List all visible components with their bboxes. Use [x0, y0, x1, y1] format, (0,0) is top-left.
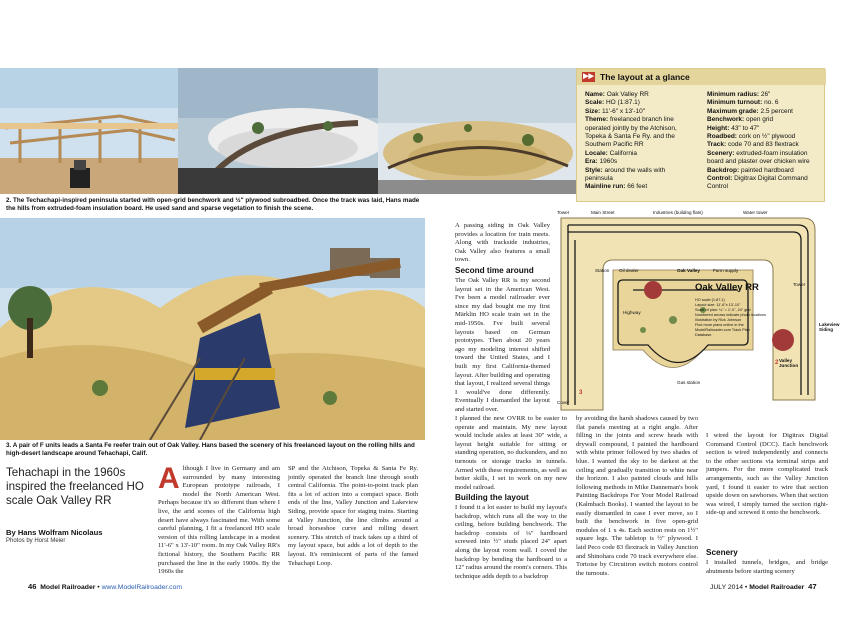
- glance-spec-row: [585, 141, 703, 149]
- glance-header: [577, 69, 826, 85]
- plan-info: [695, 298, 767, 338]
- track-plan: [553, 210, 838, 425]
- glance-spec-row: [585, 158, 703, 166]
- glance-spec-value: Topeka & Santa Fe Ry. and the: [585, 133, 675, 141]
- glance-spec-value: Control: [707, 183, 728, 191]
- col1-text: lthough I live in Germany and am surrounded by many interesting European prototype railroads, I model the North American West. Perhaps because it's so different than where I live, the arid scenes of the California high desert have always fascinated me. With some careful planning, I fit a freelanced HO scale version of this rolling landscape in a modest 11'-6" x 13'-10" room. In my Oak Valley RR's fictional history, the Southern Pacific RR purchased the line in the early 1900s. By the 1960s the: [158, 465, 280, 576]
- drop-cap: A: [158, 462, 180, 495]
- footer-right-separator: •: [744, 584, 748, 591]
- glance-spec-key: Mainline run:: [585, 183, 626, 191]
- glance-spec-value: 1960s: [599, 158, 618, 166]
- glance-spec-row: [585, 99, 703, 107]
- glance-spec-row: [585, 91, 703, 99]
- glance-spec-key: Style:: [585, 166, 603, 174]
- glance-spec-row: [585, 183, 703, 191]
- plan-info-line: ModelRailroader.com Track Plan Database.: [695, 328, 750, 337]
- footer-right-magazine: Model Railroader: [749, 584, 805, 591]
- plan-info-line: HO scale (1:87.1): [695, 298, 725, 302]
- body-column-2: SP and the Atchison, Topeka & Santa Fe Ry. jointly operated the branch line through south central California. The point-to-point track plan fits a lot of action into a compact space. Both ends of the line, Valley Junction and Lakeview Siding, provide space for staging trains. Starting at Valley Junction, the line climbs around a broad horseshoe curve and rolling desert scenery. This stretch of track takes up a third of my layout space, but adds a lot of depth to the layout. It's reminiscent of parts of the famed Tehachapi Loop.: [288, 465, 418, 567]
- glance-spec-row: [707, 167, 825, 175]
- glance-spec-key: Control:: [707, 175, 733, 183]
- label-station: Station: [595, 268, 610, 273]
- glance-spec-row: [707, 91, 825, 99]
- footer-left-magazine: Model Railroader: [40, 584, 96, 591]
- glance-spec-row: [707, 99, 825, 107]
- glance-spec-value: board and plaster over chicken wire: [707, 158, 810, 166]
- glance-spec-key: Minimum radius:: [707, 91, 760, 98]
- label-oil-dealer: Oil dealer: [619, 268, 639, 273]
- footer-right: [710, 582, 817, 591]
- glance-spec-value: around the walls with: [604, 166, 666, 174]
- label-farm-supply: Farm supply: [713, 268, 739, 273]
- glance-spec-key: Track:: [707, 141, 727, 149]
- glance-spec-key: Theme:: [585, 116, 609, 124]
- body-column-4-building: I found it a lot easier to build my layout's backdrop, which runs all the way to the ceiling, before building benchwork. The backdrop consists of ¼" hardboard screwed into ½" studs placed 24" apart along the layout room wall. I coved the backdrop by bending the hardboard to a 12" radius around the room's corners. This technique adds depth to a backdrop: [455, 504, 567, 580]
- glance-spec-key: Backdrop:: [707, 166, 740, 174]
- glance-spec-key: Era:: [585, 158, 598, 166]
- glance-specs-right: [707, 91, 825, 192]
- glance-spec-key: Maximum grade:: [707, 107, 759, 115]
- photo-marker-3: 3: [579, 390, 583, 396]
- caption-fig3: 3. A pair of F units leads a Santa Fe reefer train out of Oak Valley. Hans based the scenery of his freelanced layout on the rolling hills and high-desert landscape around Tehachapi, Calif.: [6, 442, 415, 457]
- glance-spec-key: Benchwork:: [707, 116, 745, 124]
- heading-second-time-around: Second time around: [455, 266, 534, 275]
- body-column-6: I wired the layout for Digitrax Digital Command Control (DCC). Each benchwork section is wired independently and connects to the other sections via terminal strips and jumpers. For the more complicated track arrangements, such as the Valley Junction yard, I found it easier to wire that section upside down on sawhorses. When that section was wired, I simply turned the section right-side-up and screwed it onto the benchwork.: [706, 432, 828, 517]
- body-column-5: by avoiding the harsh shadows caused by two flat panels meeting at a right angle. After filling in the joints and screw heads with drywall compound, I painted the hardboard with white primer followed by two shades of blue. I wanted the sky to be darkest at the ceiling and gradually transition to white near the horizon. I also painted clouds and hills following methods in Mike Danneman's book Painting Backdrops For Your Model Railroad (Kalmbach Books). I wanted the layout to be easily dismantled in case I ever move, so I built the benchwork in five open-grid modules of 1 x 4s. Each section rests on 1½" square legs. The tabletop is ½" plywood. I laid Peco code 83 flextrack in Valley Junction and Shinohara code 70 track everywhere else. Tortoise by Circuitron switch motors control the turnouts.: [576, 415, 698, 577]
- glance-spec-key: Size:: [585, 107, 601, 115]
- glance-spec-value: California: [609, 149, 638, 157]
- plan-info-line: Illustration by Rick Johnson: [695, 318, 742, 322]
- glance-spec-row: [707, 108, 825, 116]
- glance-spec-row: [707, 133, 825, 141]
- glance-spec-row: [585, 167, 703, 175]
- glance-spec-value: Digitrax Digital Command: [734, 175, 808, 183]
- glance-spec-value: HO (1:87.1): [605, 99, 640, 107]
- glance-spec-key: Roadbed:: [707, 133, 737, 141]
- glance-spec-key: Minimum turnout:: [707, 99, 763, 107]
- photo-peninsula-foam: [178, 68, 378, 194]
- photo-benchwork: [0, 68, 178, 194]
- caption-fig2: 2. The Techachapi-inspired peninsula started with open-grid benchwork and ½" plywood subroadbed. Once the track was laid, Hans made the hills from extruded-foam insulation board. He used sand and sparse vegetation to finish the scene.: [6, 197, 420, 212]
- glance-spec-row: [707, 158, 825, 166]
- glance-spec-key: Scale:: [585, 99, 605, 107]
- glance-spec-value: operated jointly by the Atchison,: [585, 124, 677, 132]
- glance-spec-key: Scenery:: [707, 149, 735, 157]
- layout-at-a-glance-box: [576, 68, 825, 202]
- plan-info-line: Find more plans online in the: [695, 323, 744, 327]
- page-number-right: 47: [808, 582, 817, 591]
- photo-loop-scene: [378, 68, 576, 194]
- plan-info-line: Scale of plan: ¼" = 1'-0", 24" grid: [695, 308, 751, 312]
- glance-spec-row: [585, 133, 703, 141]
- glance-spec-value: 66 feet: [627, 183, 648, 191]
- glance-spec-value: no. 6: [764, 99, 779, 107]
- byline: By Hans Wolfram Nicolaus: [6, 528, 103, 537]
- glance-spec-value: freelanced branch line: [609, 116, 674, 124]
- glance-spec-value: open grid: [746, 116, 774, 124]
- glance-spec-value: extruded-foam insulation: [736, 149, 808, 157]
- glance-spec-key: Locale:: [585, 149, 608, 157]
- glance-spec-value: 11'-6" x 13'-10": [601, 107, 646, 115]
- body-column-4-top: I planned the new OVRR to be easier to operate and maintain. My new layout would include aisles at least 30" wide, a layout height suitable for sitting or standing operation, no duckunders, and no turnouts or storage tracks in tunnels. Armed with these requirements, as well as better skills, I set to work on my new model railroad.: [455, 415, 567, 491]
- label-oak-valley: Oak Valley: [677, 268, 700, 273]
- heading-building-the-layout: Building the layout: [455, 493, 529, 502]
- body-column-6-scenery: I installed tunnels, bridges, and bridge abutments before starting scenery: [706, 559, 828, 575]
- glance-spec-row: [707, 150, 825, 158]
- page-number-left: 46: [28, 582, 37, 591]
- glance-spec-row: [707, 175, 825, 183]
- glance-spec-value: peninsula: [585, 175, 613, 183]
- label-valley-junction: Valley Junction: [779, 358, 799, 368]
- glance-spec-row: [585, 150, 703, 158]
- fast-forward-icon: ▶▶: [583, 73, 594, 80]
- glance-spec-row: [585, 108, 703, 116]
- label-lakeview-siding: Lakeview Siding: [819, 322, 840, 332]
- body-column-3-intro: A passing siding in Oak Valley provides a location for train meets. Along with trackside industries, Oak Valley also features a small town.: [455, 222, 550, 264]
- label-gas-station: Gas station: [677, 380, 701, 385]
- footer-website-link[interactable]: www.ModelRailroader.com: [101, 584, 183, 591]
- glance-spec-key: Height:: [707, 124, 730, 132]
- glance-spec-row: [707, 141, 825, 149]
- label-tower-2: Tower: [793, 282, 806, 287]
- glance-spec-value: Oak Valley RR: [606, 91, 649, 98]
- glance-spec-value: cork on ½" plywood: [738, 133, 796, 141]
- label-highway: Highway: [623, 310, 641, 315]
- glance-spec-row: [707, 183, 825, 191]
- glance-specs-left: [585, 91, 703, 192]
- footer-issue-date: JULY 2014: [710, 584, 744, 591]
- glance-spec-row: [585, 175, 703, 183]
- label-cover: Cover: [557, 400, 570, 405]
- heading-scenery: Scenery: [706, 548, 738, 557]
- plan-info-line: Numbered arrows indicate photo locations: [695, 313, 766, 317]
- label-tower: Tower: [557, 210, 570, 215]
- label-water-tower: Water tower: [743, 210, 768, 215]
- glance-spec-row: [585, 116, 703, 124]
- label-main-street: Main Street: [591, 210, 615, 215]
- glance-title: The layout at a glance: [600, 72, 690, 82]
- glance-spec-row: [585, 125, 703, 133]
- photo-marker-2: 2: [775, 360, 779, 366]
- body-column-3-second: The Oak Valley RR is my second layout set in the American West. I've been a model railroader ever since my dad bought me my first Märklin HO scale train set in the mid-1950s. I've built several layouts based on German prototypes. Then about 20 years ago my modeling interest shifted toward the United States, and I built my first California-themed layout. After building and operating that layout, I realized several things I would've done differently. Eventually I dismantled the layout and started over.: [455, 277, 550, 413]
- glance-spec-row: [707, 125, 825, 133]
- footer-left: [28, 582, 182, 591]
- footer-left-separator: •: [97, 584, 100, 591]
- glance-spec-value: 2.5 percent: [760, 107, 793, 115]
- label-industries: Industries (building flats): [653, 210, 703, 215]
- glance-spec-value: painted hardboard: [740, 166, 794, 174]
- glance-spec-key: Name:: [585, 91, 605, 98]
- glance-spec-value: code 70 and 83 flextrack: [727, 141, 799, 149]
- plan-info-line: Layout size: 11'-6"x 13'-10": [695, 303, 741, 307]
- body-column-1: [158, 462, 280, 577]
- article-deck: Tehachapi in the 1960s inspired the freelanced HO scale Oak Valley RR: [6, 466, 144, 507]
- plan-title: Oak Valley RR: [695, 282, 759, 293]
- photo-santa-fe-train: [0, 218, 425, 440]
- glance-spec-value: 43" to 47": [731, 124, 760, 132]
- glance-spec-value: 26": [760, 91, 771, 98]
- glance-spec-row: [707, 116, 825, 124]
- photo-credit: Photos by Horst Meier: [6, 538, 66, 544]
- glance-spec-value: Southern Pacific RR: [585, 141, 644, 149]
